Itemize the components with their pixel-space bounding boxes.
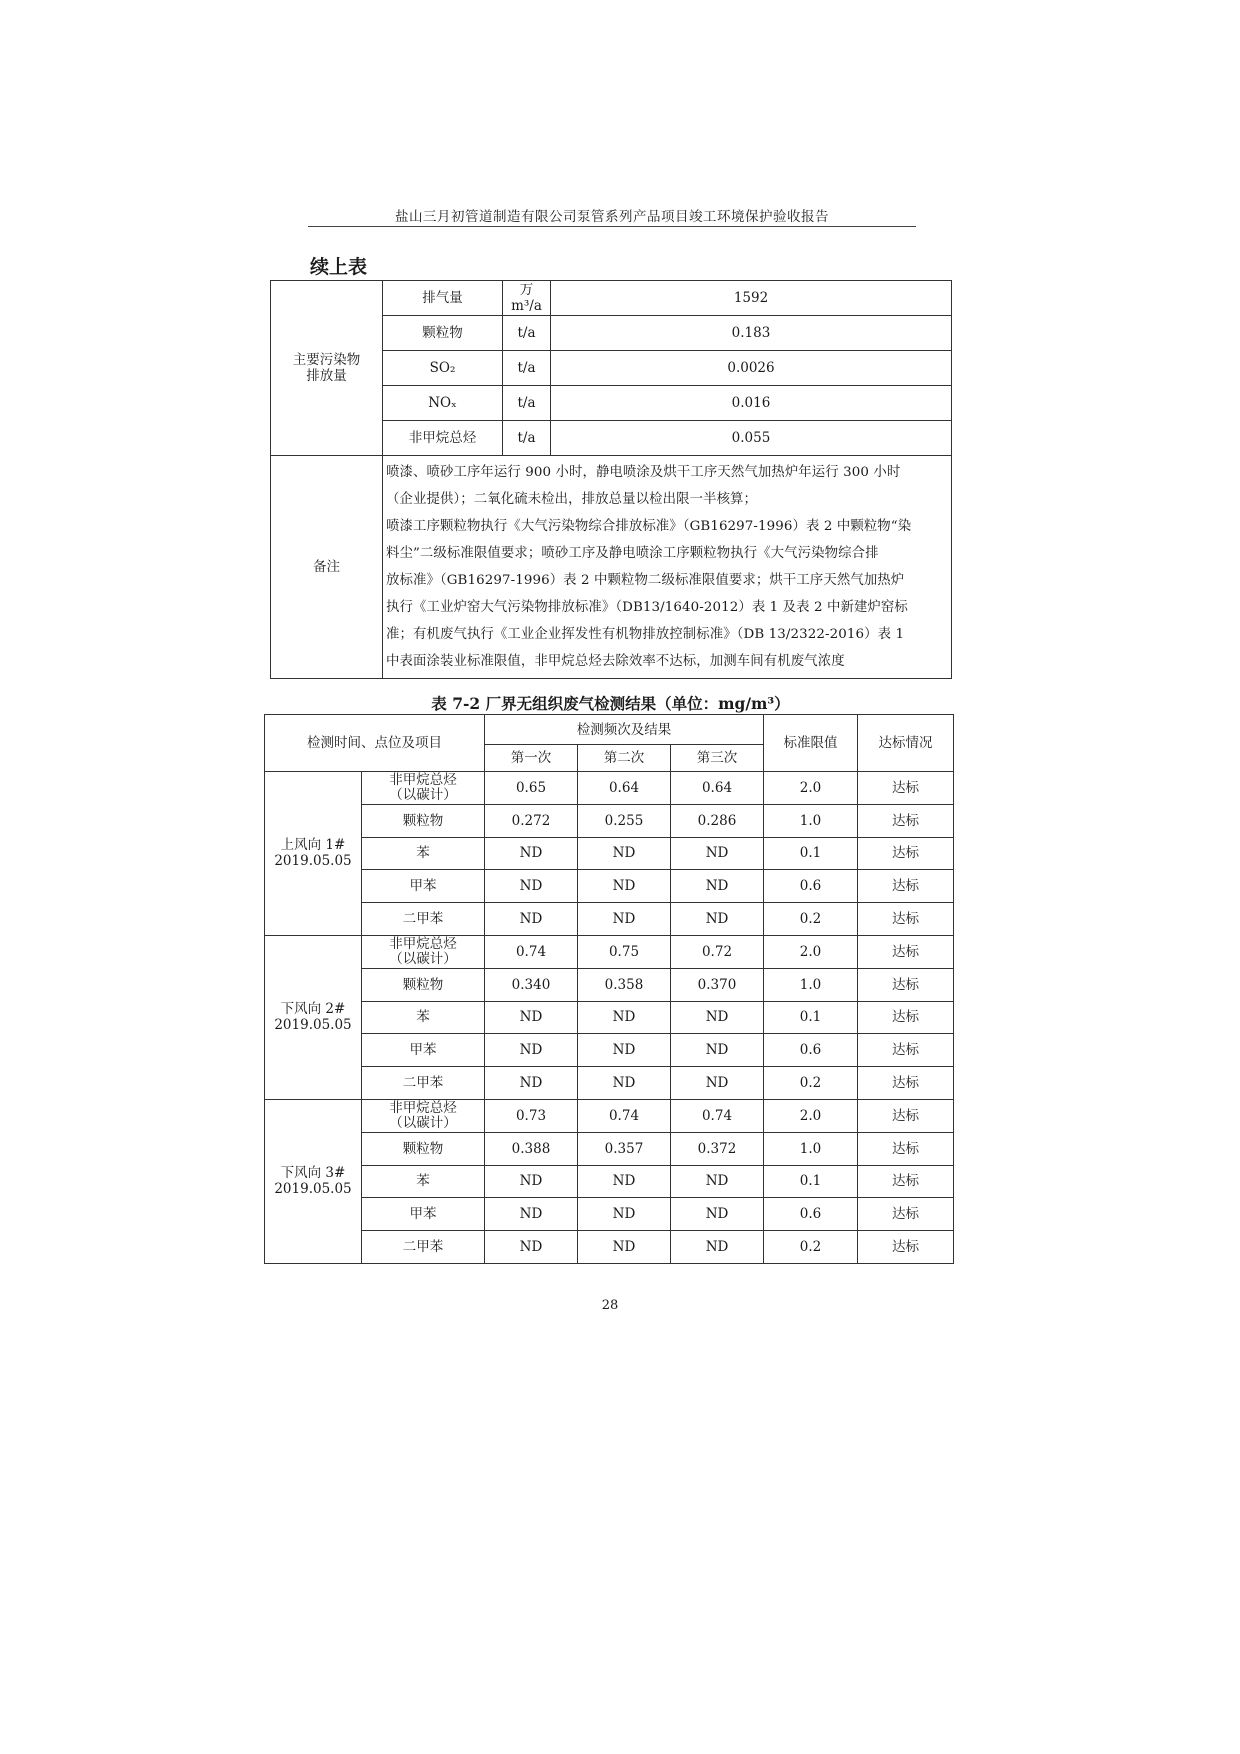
third-result-cell: ND — [671, 1034, 764, 1067]
document-header-title: 盐山三月初管道制造有限公司泵管系列产品项目竣工环境保护验收报告 — [395, 209, 829, 225]
first-result-cell: 0.340 — [485, 968, 578, 1001]
table-row — [265, 1067, 954, 1100]
header-frequency-result: 检测频次及结果 — [485, 715, 764, 745]
item-cell: 甲苯 — [362, 1034, 485, 1067]
item-cell: 甲苯 — [362, 1198, 485, 1231]
compliance-cell: 达标 — [858, 772, 954, 805]
limit-cell: 0.6 — [764, 870, 858, 903]
table-row — [265, 772, 954, 805]
header-third: 第三次 — [671, 745, 764, 772]
unit-cell: t/a — [503, 316, 551, 351]
second-result-cell: 0.358 — [578, 968, 671, 1001]
item-cell: 二甲苯 — [362, 1067, 485, 1100]
note-line: 放标准》（GB16297-1996）表 2 中颗粒物二级标准限值要求；烘干工序天然气加热炉 — [386, 573, 905, 588]
item-cell: SO₂ — [383, 351, 503, 386]
value-cell: 0.016 — [551, 386, 952, 421]
location-label: 上风向 1# — [280, 837, 346, 854]
second-result-cell: ND — [578, 870, 671, 903]
compliance-cell: 达标 — [858, 935, 954, 968]
note-line: 执行《工业炉窑大气污染物排放标准》（DB13/1640-2012）表 1 及表 2 中新建炉窑标 — [386, 600, 908, 615]
limit-cell: 1.0 — [764, 968, 858, 1001]
compliance-cell: 达标 — [858, 1067, 954, 1100]
item-line2: （以碳计） — [389, 1114, 457, 1131]
second-result-cell: ND — [578, 903, 671, 936]
item-line1: 非甲烷总烃 — [389, 935, 457, 952]
first-result-cell: 0.388 — [485, 1132, 578, 1165]
item-cell: 二甲苯 — [362, 903, 485, 936]
second-result-cell: ND — [578, 1231, 671, 1264]
item-cell: 苯 — [362, 1165, 485, 1198]
item-cell: 颗粒物 — [362, 804, 485, 837]
first-result-cell: ND — [485, 870, 578, 903]
compliance-cell: 达标 — [858, 870, 954, 903]
page-number: 28 — [601, 1298, 619, 1313]
third-result-cell: ND — [671, 837, 764, 870]
second-result-cell: 0.74 — [578, 1099, 671, 1132]
sample-date: 2019.05.05 — [274, 853, 352, 870]
note-label: 备注 — [271, 456, 383, 679]
second-result-cell: 0.255 — [578, 804, 671, 837]
note-line: 中表面涂装业标准限值，非甲烷总烃去除效率不达标，加测车间有机废气浓度 — [386, 654, 845, 669]
compliance-cell: 达标 — [858, 804, 954, 837]
limit-cell: 0.2 — [764, 1231, 858, 1264]
group-label-cell — [271, 281, 383, 456]
item-cell: 颗粒物 — [362, 968, 485, 1001]
limit-cell: 0.2 — [764, 1067, 858, 1100]
second-result-cell: ND — [578, 1001, 671, 1034]
table-row — [265, 1165, 954, 1198]
item-cell: 非甲烷总烃 — [383, 421, 503, 456]
note-line: 准；有机废气执行《工业企业挥发性有机物排放控制标准》（DB 13/2322-2016）表 1 — [386, 627, 905, 642]
third-result-cell: ND — [671, 903, 764, 936]
second-result-cell: 0.75 — [578, 935, 671, 968]
compliance-cell: 达标 — [858, 1099, 954, 1132]
item-cell: 甲苯 — [362, 870, 485, 903]
table-row — [265, 870, 954, 903]
group-label-line2: 排放量 — [306, 368, 347, 384]
first-result-cell: ND — [485, 1034, 578, 1067]
table-row — [265, 1198, 954, 1231]
unit-cell: t/a — [503, 386, 551, 421]
third-result-cell: 0.72 — [671, 935, 764, 968]
header-time-point-item: 检测时间、点位及项目 — [265, 715, 485, 772]
item-cell: 苯 — [362, 837, 485, 870]
first-result-cell: ND — [485, 837, 578, 870]
limit-cell: 0.1 — [764, 1001, 858, 1034]
first-result-cell: 0.272 — [485, 804, 578, 837]
third-result-cell: ND — [671, 1231, 764, 1264]
location-cell — [265, 772, 362, 936]
compliance-cell: 达标 — [858, 1165, 954, 1198]
table-row — [265, 1132, 954, 1165]
value-cell: 0.0026 — [551, 351, 952, 386]
second-result-cell: ND — [578, 1034, 671, 1067]
table-row — [265, 903, 954, 936]
item-line2: （以碳计） — [389, 786, 457, 803]
limit-cell: 1.0 — [764, 1132, 858, 1165]
limit-cell: 0.1 — [764, 837, 858, 870]
third-result-cell: ND — [671, 1198, 764, 1231]
limit-cell: 0.1 — [764, 1165, 858, 1198]
value-cell: 1592 — [551, 281, 952, 316]
value-cell: 0.055 — [551, 421, 952, 456]
first-result-cell: 0.65 — [485, 772, 578, 805]
table-row — [265, 804, 954, 837]
location-label: 下风向 2# — [280, 1001, 346, 1018]
note-row — [271, 456, 952, 679]
note-line: 喷漆、喷砂工序年运行 900 小时，静电喷涂及烘干工序天然气加热炉年运行 300 小时 — [386, 465, 901, 480]
compliance-cell: 达标 — [858, 837, 954, 870]
third-result-cell: ND — [671, 1001, 764, 1034]
compliance-cell: 达标 — [858, 968, 954, 1001]
header-second: 第二次 — [578, 745, 671, 772]
value-cell: 0.183 — [551, 316, 952, 351]
item-cell: 二甲苯 — [362, 1231, 485, 1264]
first-result-cell: ND — [485, 1067, 578, 1100]
limit-cell: 0.6 — [764, 1198, 858, 1231]
third-result-cell: 0.372 — [671, 1132, 764, 1165]
third-result-cell: ND — [671, 1067, 764, 1100]
second-result-cell: ND — [578, 1165, 671, 1198]
limit-cell: 2.0 — [764, 935, 858, 968]
third-result-cell: 0.286 — [671, 804, 764, 837]
note-line: 喷漆工序颗粒物执行《大气污染物综合排放标准》（GB16297-1996）表 2 中颗粒物“染 — [386, 519, 912, 534]
header-rule — [308, 226, 916, 227]
table-row — [265, 968, 954, 1001]
limit-cell: 2.0 — [764, 1099, 858, 1132]
item-cell — [362, 1099, 485, 1132]
location-cell — [265, 935, 362, 1099]
table-row — [265, 935, 954, 968]
table-row — [271, 281, 952, 316]
fugitive-emissions-table — [264, 714, 954, 1264]
sample-date: 2019.05.05 — [274, 1017, 352, 1034]
group-label-line1: 主要污染物 — [292, 352, 361, 368]
compliance-cell: 达标 — [858, 903, 954, 936]
compliance-cell: 达标 — [858, 1132, 954, 1165]
item-cell — [362, 935, 485, 968]
item-line2: （以碳计） — [389, 950, 457, 967]
item-line1: 非甲烷总烃 — [389, 1099, 457, 1116]
header-compliance: 达标情况 — [858, 715, 954, 772]
third-result-cell: ND — [671, 870, 764, 903]
table-7-2-title: 表 7-2 厂界无组织废气检测结果（单位：mg/m³） — [431, 694, 790, 713]
compliance-cell: 达标 — [858, 1034, 954, 1067]
table-row — [265, 837, 954, 870]
location-cell — [265, 1099, 362, 1263]
unit-cell: 万 m³/a — [503, 281, 551, 316]
continued-label: 续上表 — [310, 256, 368, 278]
sample-date: 2019.05.05 — [274, 1181, 352, 1198]
first-result-cell: ND — [485, 1001, 578, 1034]
first-result-cell: 0.73 — [485, 1099, 578, 1132]
compliance-cell: 达标 — [858, 1001, 954, 1034]
table-row — [265, 1099, 954, 1132]
header-row — [265, 715, 954, 745]
second-result-cell: 0.64 — [578, 772, 671, 805]
table-row — [265, 1034, 954, 1067]
limit-cell: 0.2 — [764, 903, 858, 936]
table-row — [265, 1001, 954, 1034]
header-first: 第一次 — [485, 745, 578, 772]
table-row — [265, 1231, 954, 1264]
third-result-cell: 0.74 — [671, 1099, 764, 1132]
first-result-cell: 0.74 — [485, 935, 578, 968]
third-result-cell: 0.64 — [671, 772, 764, 805]
limit-cell: 0.6 — [764, 1034, 858, 1067]
third-result-cell: ND — [671, 1165, 764, 1198]
location-label: 下风向 3# — [280, 1165, 346, 1182]
unit-cell: t/a — [503, 351, 551, 386]
second-result-cell: 0.357 — [578, 1132, 671, 1165]
header-limit: 标准限值 — [764, 715, 858, 772]
note-line: （企业提供）；二氧化硫未检出，排放总量以检出限一半核算； — [386, 492, 758, 507]
emissions-table — [270, 280, 952, 679]
second-result-cell: ND — [578, 1198, 671, 1231]
first-result-cell: ND — [485, 903, 578, 936]
item-cell: 颗粒物 — [362, 1132, 485, 1165]
note-text — [383, 456, 952, 679]
first-result-cell: ND — [485, 1231, 578, 1264]
item-cell: 苯 — [362, 1001, 485, 1034]
item-cell: 颗粒物 — [383, 316, 503, 351]
limit-cell: 1.0 — [764, 804, 858, 837]
item-cell — [362, 772, 485, 805]
first-result-cell: ND — [485, 1198, 578, 1231]
first-result-cell: ND — [485, 1165, 578, 1198]
item-line1: 非甲烷总烃 — [389, 771, 457, 788]
unit-cell: t/a — [503, 421, 551, 456]
item-cell: 排气量 — [383, 281, 503, 316]
note-line: 料尘”二级标准限值要求；喷砂工序及静电喷涂工序颗粒物执行《大气污染物综合排 — [386, 546, 879, 561]
item-cell: NOₓ — [383, 386, 503, 421]
limit-cell: 2.0 — [764, 772, 858, 805]
second-result-cell: ND — [578, 1067, 671, 1100]
second-result-cell: ND — [578, 837, 671, 870]
third-result-cell: 0.370 — [671, 968, 764, 1001]
compliance-cell: 达标 — [858, 1198, 954, 1231]
compliance-cell: 达标 — [858, 1231, 954, 1264]
